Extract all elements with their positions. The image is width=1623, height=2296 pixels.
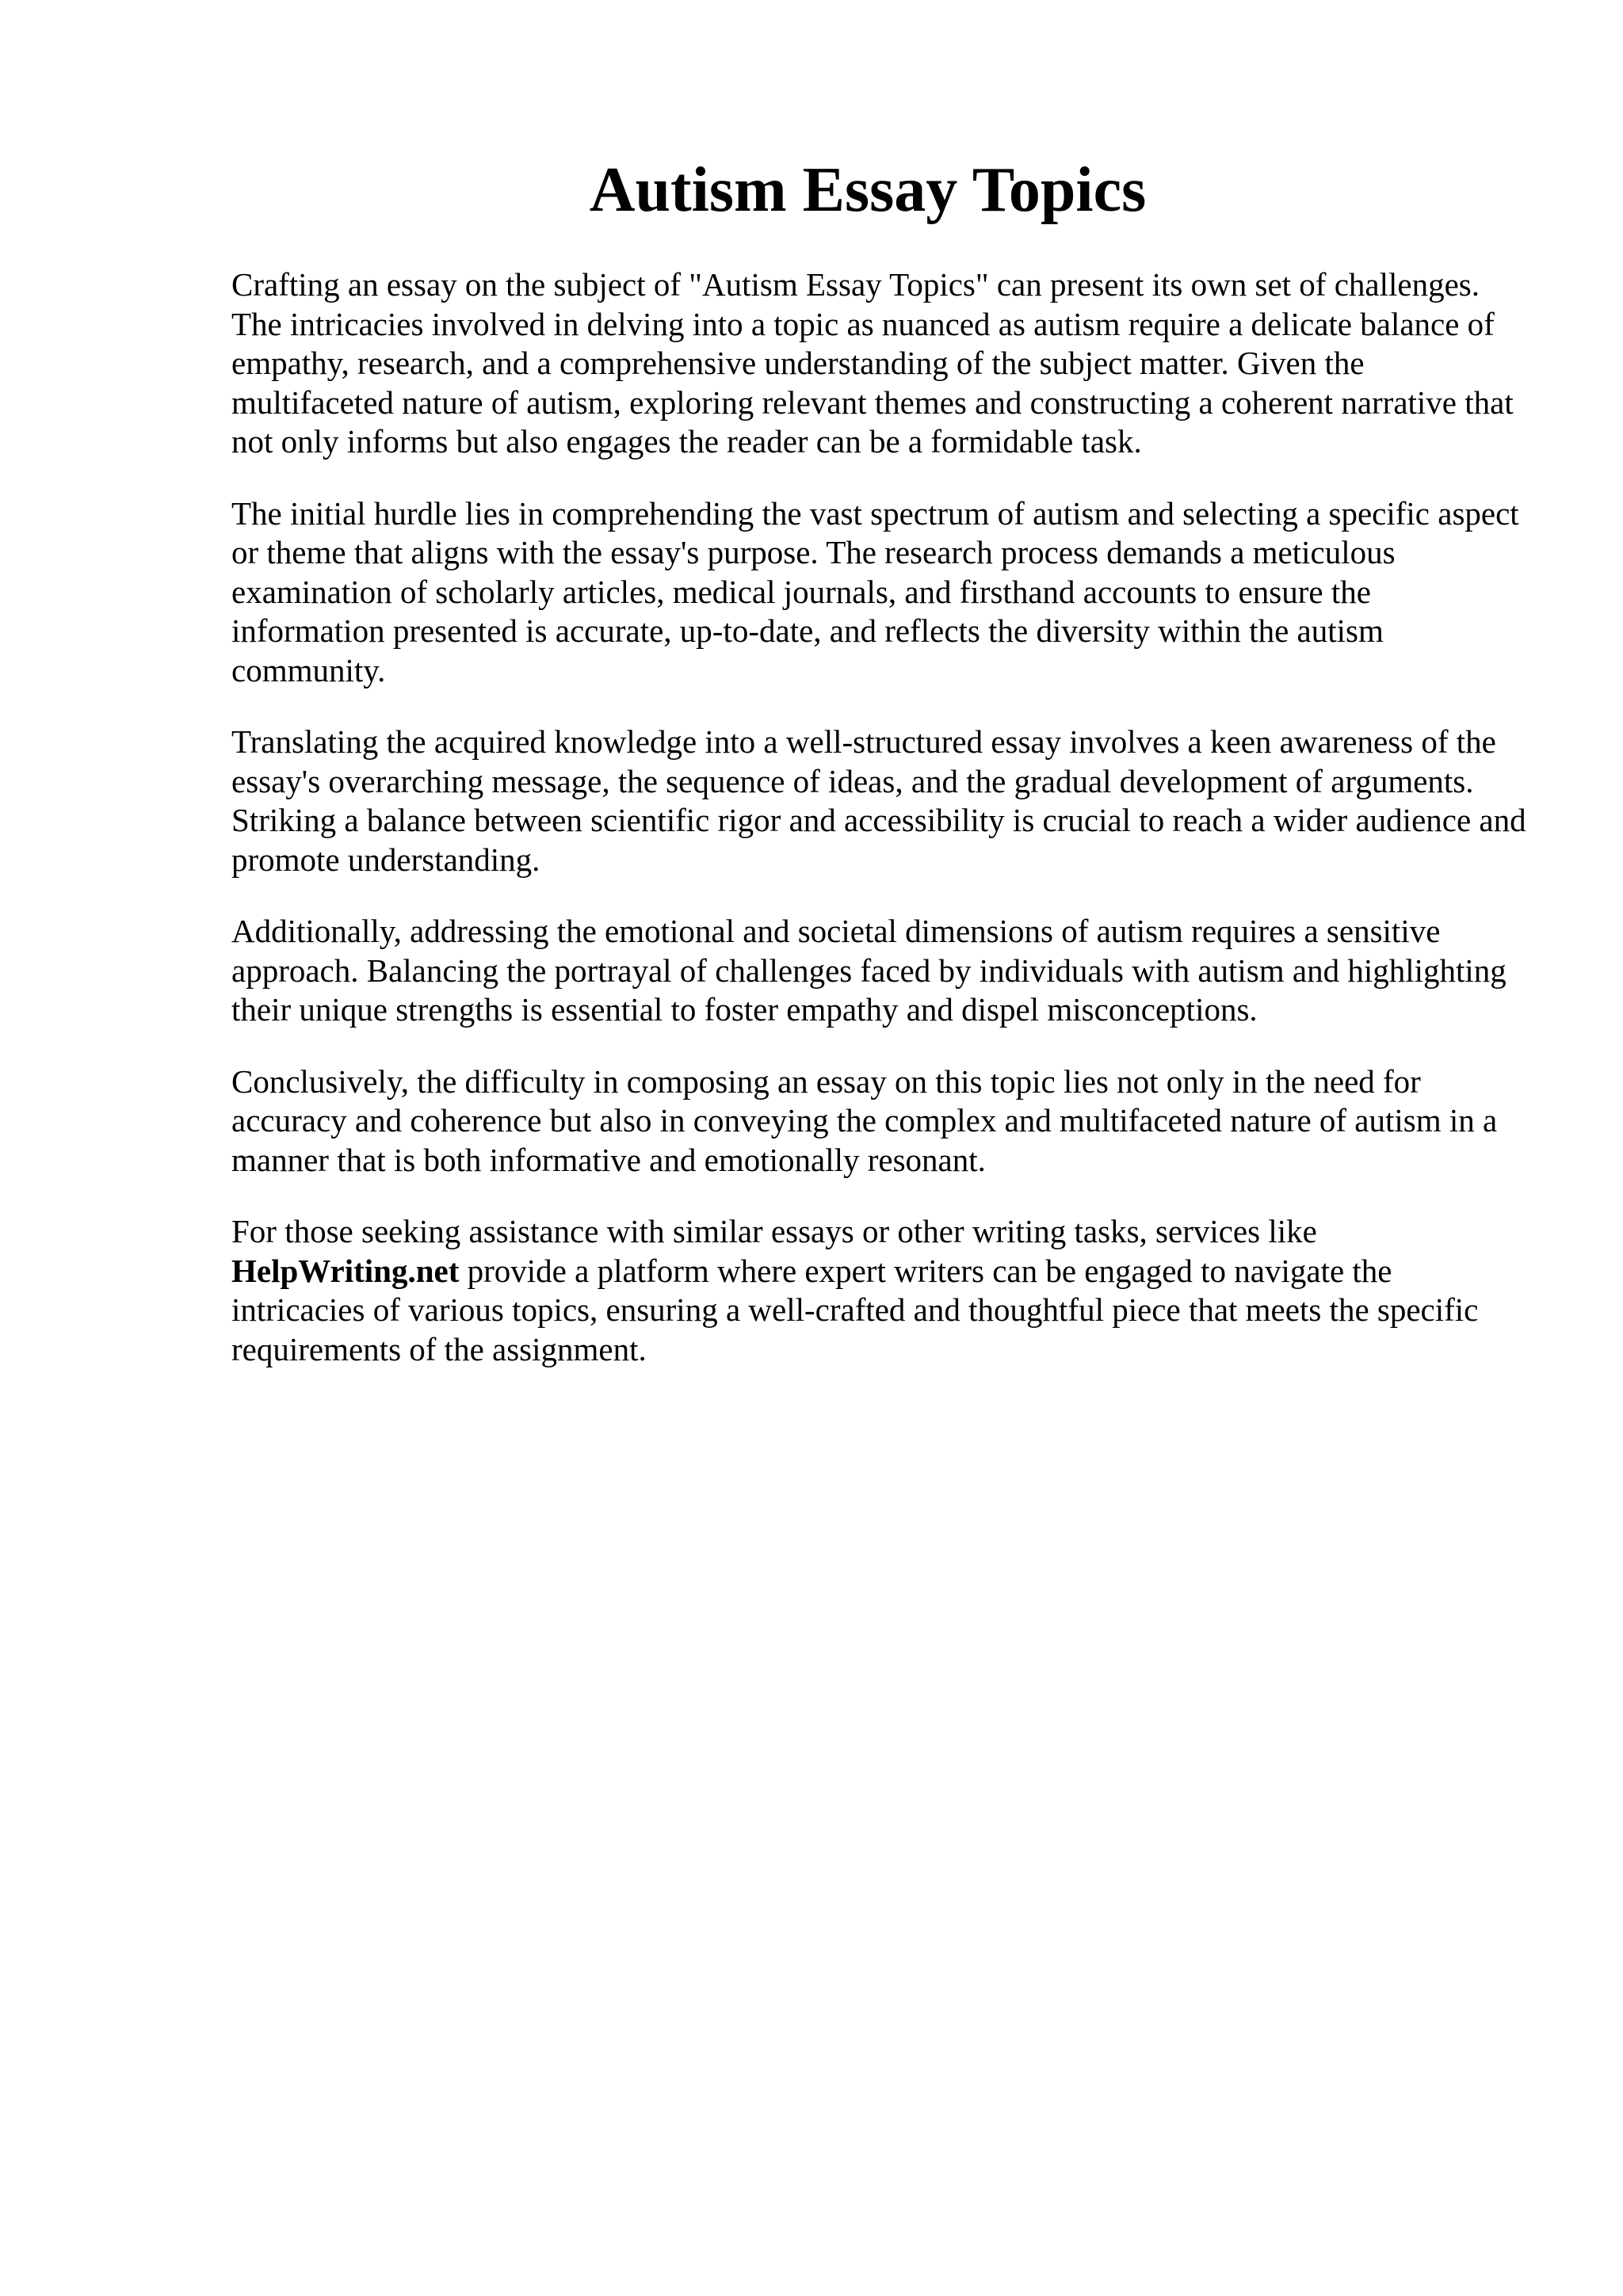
paragraph-4: Additionally, addressing the emotional and societal dimensions of autism requires a sensitive approach. Balancing the portrayal of challenges faced by individuals with autism and highlighting their unique strengths is essential to foster empathy and dispel misconceptions. xyxy=(231,913,1507,1028)
document-title: Autism Essay Topics xyxy=(589,155,1147,225)
paragraph-5: Conclusively, the difficulty in composing an essay on this topic lies not only in the need for accuracy and coherence but also in conveying the complex and multifaceted nature of autism in a manner that is both informative and emotionally resonant. xyxy=(231,1062,1498,1178)
paragraph-6 xyxy=(231,1212,1531,1369)
paragraph-6-tail: provide a platform where expert writers can be engaged to navigate the intricacies of various topics, ensuring a well-crafted and thoughtful piece that meets the specific requirements of the assignment. xyxy=(231,1252,1479,1367)
document-body xyxy=(231,265,1531,1402)
paragraph-2: The initial hurdle lies in comprehending the vast spectrum of autism and selecting a specific aspect or theme that aligns with the essay's purpose. The research process demands a meticulous examination of scholarly articles, medical journals, and firsthand accounts to ensure the information presented is accurate, up-to-date, and reflects the diversity within the autism community. xyxy=(231,494,1519,688)
helpwriting-brand-link[interactable]: HelpWriting.net xyxy=(231,1252,460,1289)
paragraph-6-lead: For those seeking assistance with similar essays or other writing tasks, services like xyxy=(231,1213,1317,1249)
paragraph-3: Translating the acquired knowledge into a well-structured essay involves a keen awareness of the essay's overarching message, the sequence of ideas, and the gradual development of arguments. Striking a balance between scientific rigor and accessibility is crucial to reach a wider audience and promote understanding. xyxy=(231,723,1526,878)
paragraph-1: Crafting an essay on the subject of "Autism Essay Topics" can present its own set of challenges. The intricacies involved in delving into a topic as nuanced as autism require a delicate balance of empathy, research, and a comprehensive understanding of the subject matter. Given the multifaceted nature of autism, exploring relevant themes and constructing a coherent narrative that not only informs but also engages the reader can be a formidable task. xyxy=(231,266,1514,460)
